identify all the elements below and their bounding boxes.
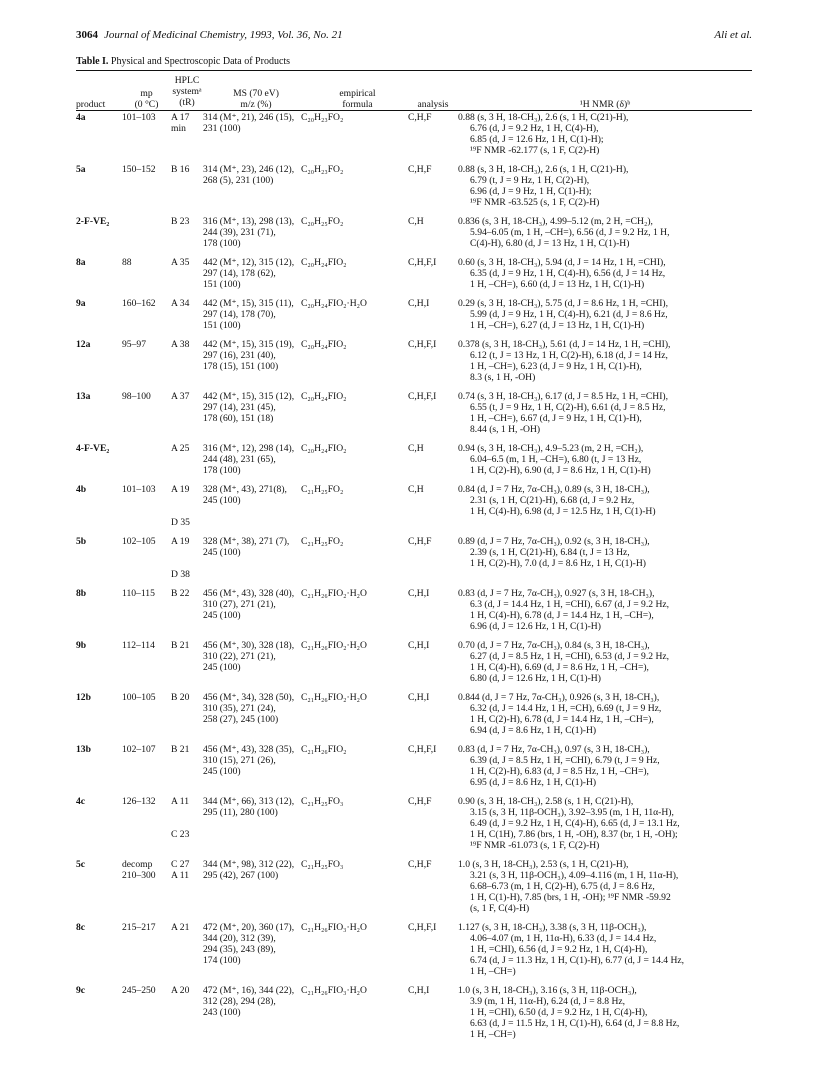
mp-cell bbox=[122, 744, 171, 796]
ms-cell-text: 314 (M⁺, 21), 246 (15), 231 (100) bbox=[203, 112, 295, 134]
analysis-cell-text: C,H,I bbox=[408, 985, 430, 996]
product-cell-text: 9a bbox=[76, 298, 86, 309]
hplc-secondary: C 23 bbox=[171, 829, 190, 840]
analysis-cell bbox=[408, 922, 458, 985]
nmr-cell-text: 0.94 (s, 3 H, 18-CH₃), 4.9–5.23 (m, 2 H, =CH₂), 6.04–6.5 (m, 1 H, –CH=), 6.80 (t, J = 13 Hz, 1 H, C(2)-H), 6.90 (d, J = 8.6 Hz, 1 H, C(1)-H) bbox=[458, 443, 651, 476]
table-row bbox=[76, 859, 752, 922]
nmr-cell bbox=[458, 985, 752, 1048]
ms-cell-text: 442 (M⁺, 15), 315 (11), 297 (14), 178 (70), 151 (100) bbox=[203, 298, 294, 331]
ms-cell bbox=[203, 443, 301, 484]
nmr-cell-text: 0.84 (d, J = 7 Hz, 7α-CH₃), 0.89 (s, 3 H, 18-CH₃), 2.31 (s, 1 H, C(21)-H), 6.68 (d, J = 9.2 Hz, 1 H, C(4)-H), 6.98 (d, J = 12.5 Hz, 1 H, C(1)-H) bbox=[458, 484, 656, 517]
formula-cell-text: C₂₁H₂₆FIO₂·H₂O bbox=[301, 640, 367, 651]
hplc-cell-text: B 21 bbox=[171, 744, 190, 755]
col-header-analysis: analysis bbox=[417, 99, 449, 110]
hplc-cell-text: A 25 bbox=[171, 443, 190, 454]
journal-citation: Journal of Medicinal Chemistry, 1993, Vol. 36, No. 21 bbox=[104, 29, 343, 41]
analysis-cell-text: C,H,F,I bbox=[408, 922, 437, 933]
product-cell-text: 13a bbox=[76, 391, 91, 402]
nmr-cell bbox=[458, 391, 752, 443]
nmr-cell-text: 0.89 (d, J = 7 Hz, 7α-CH₃), 0.92 (s, 3 H, 18-CH₃), 2.39 (s, 1 H, C(21)-H), 6.84 (t, J = 13 Hz, 1 H, C(2)-H), 7.0 (d, J = 8.6 Hz, 1 H, C(1)-H) bbox=[458, 536, 650, 569]
mp-cell-text: 100–105 bbox=[122, 692, 156, 703]
nmr-cell bbox=[458, 744, 752, 796]
hplc-cell bbox=[171, 257, 203, 298]
product-cell-text: 8b bbox=[76, 588, 87, 599]
mp-cell bbox=[122, 922, 171, 985]
hplc-cell bbox=[171, 484, 203, 536]
hplc-cell bbox=[171, 443, 203, 484]
mp-cell-text: 210–300 bbox=[122, 870, 156, 881]
mp-cell bbox=[122, 443, 171, 484]
analysis-cell-text: C,H,F bbox=[408, 112, 432, 123]
ms-cell-text: 316 (M⁺, 13), 298 (13), 244 (39), 231 (71), 178 (100) bbox=[203, 216, 295, 249]
nmr-cell bbox=[458, 216, 752, 257]
product-cell bbox=[76, 985, 122, 1048]
mp-cell bbox=[122, 339, 171, 391]
col-header-nmr: ¹H NMR (δ)ᵇ bbox=[579, 99, 631, 110]
analysis-cell-text: C,H bbox=[408, 484, 424, 495]
mp-cell bbox=[122, 216, 171, 257]
ms-cell-text: 472 (M⁺, 20), 360 (17), 344 (20), 312 (39), 294 (35), 243 (89), 174 (100) bbox=[203, 922, 295, 966]
ms-cell bbox=[203, 640, 301, 692]
product-cell bbox=[76, 298, 122, 339]
mp-cell-text: 101–103 bbox=[122, 112, 156, 123]
ms-cell bbox=[203, 796, 301, 859]
formula-cell bbox=[301, 339, 408, 391]
ms-cell bbox=[203, 692, 301, 744]
analysis-cell bbox=[408, 859, 458, 922]
hplc-spacer bbox=[171, 807, 203, 829]
formula-cell bbox=[301, 859, 408, 922]
mp-cell-text: 88 bbox=[122, 257, 132, 268]
ms-cell bbox=[203, 216, 301, 257]
product-cell bbox=[76, 744, 122, 796]
hplc-cell bbox=[171, 339, 203, 391]
formula-cell bbox=[301, 484, 408, 536]
formula-cell bbox=[301, 640, 408, 692]
table-title: Physical and Spectroscopic Data of Products bbox=[110, 56, 291, 67]
formula-cell-text: C₂₁H₂₆FIO₃·H₂O bbox=[301, 922, 367, 933]
hplc-secondary: C 27 bbox=[171, 859, 190, 870]
analysis-cell bbox=[408, 339, 458, 391]
product-cell bbox=[76, 536, 122, 588]
hplc-cell bbox=[171, 588, 203, 640]
analysis-cell bbox=[408, 298, 458, 339]
analysis-cell-text: C,H,F,I bbox=[408, 391, 437, 402]
table-row bbox=[76, 257, 752, 298]
nmr-cell bbox=[458, 859, 752, 922]
product-cell-text: 4b bbox=[76, 484, 87, 495]
product-cell bbox=[76, 112, 122, 164]
nmr-cell-text: 1.0 (s, 3 H, 18-CH₃), 3.16 (s, 3 H, 11β-OCH₃), 3.9 (m, 1 H, 11α-H), 6.24 (d, J = 8.8 Hz, 1 H, =CHI), 6.50 (d, J = 9.2 Hz, 1 H, C(4)-H), 6.63 (d, J = 11.5 Hz, 1 H, C(1)-H), 6.64 (d, J = 8.8 Hz, 1 H, –CH=) bbox=[458, 985, 680, 1040]
formula-cell-text: C₂₀H₂₄FIO₂ bbox=[301, 339, 347, 350]
hplc-cell-text: A 21 bbox=[171, 922, 190, 933]
table-caption bbox=[76, 56, 290, 67]
hplc-spacer bbox=[171, 547, 203, 569]
formula-cell bbox=[301, 588, 408, 640]
product-cell bbox=[76, 216, 122, 257]
analysis-cell bbox=[408, 391, 458, 443]
hplc-cell-text: B 23 bbox=[171, 216, 190, 227]
analysis-cell-text: C,H,I bbox=[408, 588, 430, 599]
product-cell-text: 5c bbox=[76, 859, 86, 870]
formula-cell bbox=[301, 164, 408, 216]
ms-cell bbox=[203, 339, 301, 391]
formula-cell bbox=[301, 216, 408, 257]
ms-cell bbox=[203, 298, 301, 339]
mp-cell bbox=[122, 112, 171, 164]
ms-cell-text: 442 (M⁺, 15), 315 (12), 297 (14), 231 (45), 178 (60), 151 (18) bbox=[203, 391, 295, 424]
mp-cell-text: 98–100 bbox=[122, 391, 151, 402]
formula-cell bbox=[301, 443, 408, 484]
mp-cell bbox=[122, 796, 171, 859]
product-cell bbox=[76, 257, 122, 298]
hplc-cell bbox=[171, 536, 203, 588]
analysis-cell bbox=[408, 640, 458, 692]
ms-cell bbox=[203, 922, 301, 985]
formula-cell bbox=[301, 744, 408, 796]
formula-cell-text: C₂₁H₂₅FO₂ bbox=[301, 536, 344, 547]
analysis-cell bbox=[408, 484, 458, 536]
product-cell-text: 8a bbox=[76, 257, 86, 268]
hplc-cell-text: A 37 bbox=[171, 391, 190, 402]
running-header bbox=[76, 29, 343, 41]
formula-cell-text: C₂₀H₂₄FIO₂ bbox=[301, 443, 347, 454]
analysis-cell-text: C,H,F,I bbox=[408, 339, 437, 350]
hplc-cell-text: B 22 bbox=[171, 588, 190, 599]
formula-cell-text: C₂₀H₂₅FO₂ bbox=[301, 216, 344, 227]
nmr-cell bbox=[458, 484, 752, 536]
mp-cell bbox=[122, 298, 171, 339]
hplc-cell bbox=[171, 640, 203, 692]
formula-cell-text: C₂₁H₂₅FO₂ bbox=[301, 484, 344, 495]
formula-cell-text: C₂₁H₂₆FIO₂ bbox=[301, 744, 347, 755]
hplc-cell bbox=[171, 796, 203, 859]
formula-cell-text: C₂₀H₂₄FIO₂·H₂O bbox=[301, 298, 367, 309]
analysis-cell bbox=[408, 112, 458, 164]
hplc-cell-text: A 11 bbox=[171, 796, 190, 807]
formula-cell-text: C₂₀H₂₄FIO₂ bbox=[301, 257, 347, 268]
table-row bbox=[76, 216, 752, 257]
product-cell bbox=[76, 391, 122, 443]
ms-cell-text: 456 (M⁺, 43), 328 (35), 310 (15), 271 (26), 245 (100) bbox=[203, 744, 295, 777]
product-cell bbox=[76, 484, 122, 536]
nmr-cell bbox=[458, 692, 752, 744]
ms-cell bbox=[203, 391, 301, 443]
nmr-cell-text: 0.29 (s, 3 H, 18-CH₃), 5.75 (d, J = 8.6 Hz, 1 H, =CHI), 5.99 (d, J = 9 Hz, 1 H, C(4)-H), 6.21 (d, J = 8.6 Hz, 1 H, –CH=), 6.27 (d, J = 13 Hz, 1 H, C(1)-H) bbox=[458, 298, 669, 331]
nmr-cell-text: 1.0 (s, 3 H, 18-CH₃), 2.53 (s, 1 H, C(21)-H), 3.21 (s, 3 H, 11β-OCH₃), 4.09–4.116 (m, 1 H, 11α-H), 6.68–6.73 (m, 1 H, C(2)-H), 6.75 (d, J = 8.6 Hz, 1 H, C(1)-H), 7.85 (brs, 1 H, -OH); ¹⁹F NMR -59.92 (s, 1 F, C(4)-H) bbox=[458, 859, 679, 914]
mp-cell-text: 112–114 bbox=[122, 640, 155, 651]
mp-cell bbox=[122, 640, 171, 692]
nmr-cell-text: 0.836 (s, 3 H, 18-CH₃), 4.99–5.12 (m, 2 H, =CH₂), 5.94–6.05 (m, 1 H, –CH=), 6.56 (d, J = 9.2 Hz, 1 H, C(4)-H), 6.80 (d, J = 13 Hz, 1 H, C(1)-H) bbox=[458, 216, 670, 249]
product-cell bbox=[76, 796, 122, 859]
analysis-cell-text: C,H bbox=[408, 216, 424, 227]
table-row bbox=[76, 744, 752, 796]
formula-cell-text: C₂₁H₂₅FO₃ bbox=[301, 796, 344, 807]
analysis-cell-text: C,H,I bbox=[408, 692, 430, 703]
analysis-cell-text: C,H,I bbox=[408, 640, 430, 651]
table-row bbox=[76, 339, 752, 391]
analysis-cell-text: C,H bbox=[408, 443, 424, 454]
analysis-cell bbox=[408, 443, 458, 484]
table-row bbox=[76, 536, 752, 588]
analysis-cell bbox=[408, 216, 458, 257]
hplc-cell bbox=[171, 112, 203, 164]
product-cell-text: 4c bbox=[76, 796, 86, 807]
mp-cell bbox=[122, 588, 171, 640]
nmr-cell bbox=[458, 588, 752, 640]
nmr-cell-text: 0.74 (s, 3 H, 18-CH₃), 6.17 (d, J = 8.5 Hz, 1 H, =CHI), 6.55 (t, J = 9 Hz, 1 H, C(2)-H), 6.61 (d, J = 8.5 Hz, 1 H, –CH=), 6.67 (d, J = 9 Hz, 1 H, C(1)-H), 8.44 (s, 1 H, -OH) bbox=[458, 391, 669, 435]
hplc-cell bbox=[171, 692, 203, 744]
nmr-cell-text: 0.378 (s, 3 H, 18-CH₃), 5.61 (d, J = 14 Hz, 1 H, =CHI), 6.12 (t, J = 13 Hz, 1 H, C(2)-H), 6.18 (d, J = 14 Hz, 1 H, –CH=), 6.23 (d, J = 9 Hz, 1 H, C(1)-H), 8.3 (s, 1 H, -OH) bbox=[458, 339, 671, 383]
analysis-cell bbox=[408, 985, 458, 1048]
analysis-cell bbox=[408, 257, 458, 298]
hplc-cell bbox=[171, 216, 203, 257]
product-cell-text: 8c bbox=[76, 922, 86, 933]
formula-cell-text: C₂₁H₂₆FIO₃·H₂O bbox=[301, 985, 367, 996]
mp-cell bbox=[122, 692, 171, 744]
formula-cell bbox=[301, 985, 408, 1048]
ms-cell-text: 456 (M⁺, 34), 328 (50), 310 (35), 271 (24), 258 (27), 245 (100) bbox=[203, 692, 295, 725]
hplc-cell-text: A 34 bbox=[171, 298, 190, 309]
formula-cell bbox=[301, 298, 408, 339]
mp-cell-text: 95–97 bbox=[122, 339, 146, 350]
nmr-cell bbox=[458, 298, 752, 339]
mp-cell-text: 150–152 bbox=[122, 164, 156, 175]
formula-cell bbox=[301, 796, 408, 859]
ms-cell bbox=[203, 588, 301, 640]
table-row bbox=[76, 298, 752, 339]
analysis-cell bbox=[408, 744, 458, 796]
analysis-cell-text: C,H,I bbox=[408, 298, 430, 309]
analysis-cell bbox=[408, 692, 458, 744]
hplc-cell-text: B 16 bbox=[171, 164, 190, 175]
analysis-cell bbox=[408, 164, 458, 216]
analysis-cell bbox=[408, 796, 458, 859]
hplc-cell bbox=[171, 391, 203, 443]
analysis-cell-text: C,H,F,I bbox=[408, 257, 437, 268]
mp-cell-text: 102–105 bbox=[122, 536, 156, 547]
formula-cell bbox=[301, 536, 408, 588]
nmr-cell-text: 0.844 (d, J = 7 Hz, 7α-CH₃), 0.926 (s, 3 H, 18-CH₃), 6.32 (d, J = 14.4 Hz, 1 H, =CH), 6.69 (t, J = 9 Hz, 1 H, C(2)-H), 6.78 (d, J = 14.4 Hz, 1 H, –CH=), 6.94 (d, J = 8.6 Hz, 1 H, C(1)-H) bbox=[458, 692, 662, 736]
table-row bbox=[76, 692, 752, 744]
ms-cell bbox=[203, 164, 301, 216]
formula-cell-text: C₂₀H₂₄FIO₂ bbox=[301, 391, 347, 402]
ms-cell-text: 314 (M⁺, 23), 246 (12), 268 (5), 231 (100) bbox=[203, 164, 295, 186]
nmr-cell bbox=[458, 640, 752, 692]
ms-cell bbox=[203, 257, 301, 298]
mp-cell-text: 110–115 bbox=[122, 588, 155, 599]
hplc-cell-text: B 20 bbox=[171, 692, 190, 703]
product-cell-text: 13b bbox=[76, 744, 91, 755]
formula-cell-text: C₂₀H₂₃FO₂ bbox=[301, 112, 344, 123]
nmr-cell bbox=[458, 922, 752, 985]
mp-cell bbox=[122, 164, 171, 216]
hplc-cell-text: B 21 bbox=[171, 640, 190, 651]
mp-cell-text: 160–162 bbox=[122, 298, 156, 309]
col-header-product: product bbox=[76, 99, 106, 110]
hplc-secondary: D 38 bbox=[171, 569, 190, 580]
ms-cell-text: 442 (M⁺, 12), 315 (12), 297 (14), 178 (62), 151 (100) bbox=[203, 257, 295, 290]
nmr-cell-text: 0.70 (d, J = 7 Hz, 7α-CH₃), 0.84 (s, 3 H, 18-CH₃), 6.27 (d, J = 8.5 Hz, 1 H, =CHI), 6.53 (d, J = 9.2 Hz, 1 H, C(4)-H), 6.69 (d, J = 8.6 Hz, 1 H, –CH=), 6.80 (d, J = 12.6 Hz, 1 H, C(1)-H) bbox=[458, 640, 670, 684]
table-row bbox=[76, 112, 752, 164]
nmr-cell-text: 1.127 (s, 3 H, 18-CH₃), 3.38 (s, 3 H, 11β-OCH₃), 4.06–4.07 (m, 1 H, 11α-H), 6.33 (d, J = 14.4 Hz, 1 H, =CHI), 6.56 (d, J = 9.2 Hz, 1 H, C(4)-H), 6.74 (d, J = 11.3 Hz, 1 H, C(1)-H), 6.77 (d, J = 14.4 Hz, 1 H, –CH=) bbox=[458, 922, 685, 977]
formula-cell bbox=[301, 922, 408, 985]
hplc-cell bbox=[171, 985, 203, 1048]
col-header-mp: mp (0 °C) bbox=[134, 88, 159, 110]
hplc-cell bbox=[171, 298, 203, 339]
ms-cell-text: 316 (M⁺, 12), 298 (14), 244 (48), 231 (65), 178 (100) bbox=[203, 443, 295, 476]
product-cell-text: 4a bbox=[76, 112, 86, 123]
col-header-ms: MS (70 eV) m/z (%) bbox=[233, 88, 279, 110]
nmr-cell-text: 0.88 (s, 3 H, 18-CH₃), 2.6 (s, 1 H, C(21)-H), 6.79 (t, J = 9 Hz, 1 H, C(2)-H), 6.96 (d, J = 9 Hz, 1 H, C(1)-H); ¹⁹F NMR -63.525 (s, 1 F, C(2)-H) bbox=[458, 164, 629, 208]
product-cell-text: 5a bbox=[76, 164, 86, 175]
product-cell-text: 9c bbox=[76, 985, 86, 996]
nmr-cell bbox=[458, 443, 752, 484]
mp-cell-text: 215–217 bbox=[122, 922, 156, 933]
table-row bbox=[76, 391, 752, 443]
hplc-cell bbox=[171, 922, 203, 985]
hplc-cell-text: A 38 bbox=[171, 339, 190, 350]
product-cell bbox=[76, 588, 122, 640]
analysis-cell-text: C,H,F bbox=[408, 859, 432, 870]
product-cell bbox=[76, 640, 122, 692]
mp-cell bbox=[122, 859, 171, 922]
ms-cell bbox=[203, 985, 301, 1048]
table-row bbox=[76, 985, 752, 1048]
product-cell-text: 2-F-VE₂ bbox=[76, 216, 110, 227]
ms-cell bbox=[203, 744, 301, 796]
mp-cell bbox=[122, 391, 171, 443]
nmr-cell-text: 0.60 (s, 3 H, 18-CH₃), 5.94 (d, J = 14 Hz, 1 H, =CHI), 6.35 (d, J = 9 Hz, 1 H, C(4)-H), 6.56 (d, J = 14 Hz, 1 H, –CH=), 6.60 (d, J = 13 Hz, 1 H, C(1)-H) bbox=[458, 257, 666, 290]
hplc-cell bbox=[171, 859, 203, 922]
page-number: 3064 bbox=[76, 29, 98, 41]
mp-cell-text: 126–132 bbox=[122, 796, 156, 807]
product-cell bbox=[76, 922, 122, 985]
product-cell bbox=[76, 859, 122, 922]
author-header: Ali et al. bbox=[714, 29, 752, 41]
hplc-cell-text: A 19 bbox=[171, 484, 190, 495]
table-row bbox=[76, 164, 752, 216]
product-cell-text: 12a bbox=[76, 339, 91, 350]
formula-cell-text: C₂₀H₂₃FO₂ bbox=[301, 164, 344, 175]
product-cell-text: 4-F-VE₂ bbox=[76, 443, 110, 454]
formula-cell bbox=[301, 692, 408, 744]
mp-cell-text: 101–103 bbox=[122, 484, 156, 495]
ms-cell-text: 344 (M⁺, 66), 313 (12), 295 (11), 280 (100) bbox=[203, 796, 295, 818]
table-header-rule bbox=[76, 110, 752, 111]
col-header-formula: empirical formula bbox=[339, 88, 376, 110]
mp-cell-text: 245–250 bbox=[122, 985, 156, 996]
product-cell bbox=[76, 339, 122, 391]
product-cell-text: 12b bbox=[76, 692, 91, 703]
analysis-cell-text: C,H,F bbox=[408, 796, 432, 807]
analysis-cell bbox=[408, 588, 458, 640]
nmr-cell bbox=[458, 536, 752, 588]
ms-cell-text: 328 (M⁺, 43), 271(8), 245 (100) bbox=[203, 484, 287, 506]
ms-cell bbox=[203, 112, 301, 164]
table-row bbox=[76, 443, 752, 484]
nmr-cell-text: 0.88 (s, 3 H, 18-CH₃), 2.6 (s, 1 H, C(21)-H), 6.76 (d, J = 9.2 Hz, 1 H, C(4)-H), 6.85 (d, J = 12.6 Hz, 1 H, C(1)-H); ¹⁹F NMR -62.177 (s, 1 F, C(2)-H) bbox=[458, 112, 629, 156]
analysis-cell-text: C,H,F bbox=[408, 536, 432, 547]
formula-cell-text: C₂₁H₂₆FIO₂·H₂O bbox=[301, 588, 367, 599]
nmr-cell-text: 0.90 (s, 3 H, 18-CH₃), 2.58 (s, 1 H, C(21)-H), 3.15 (s, 3 H, 11β-OCH₃), 3.92–3.95 (m, 1 H, 11α-H), 6.49 (d, J = 9.2 Hz, 1 H, C(4)-H), 6.65 (d, J = 13.1 Hz, 1 H, C(1H), 7.86 (brs, 1 H, -OH), 8.37 (br, 1 H, -OH); ¹⁹F NMR -61.073 (s, 1 F, C(2)-H) bbox=[458, 796, 680, 851]
product-cell bbox=[76, 692, 122, 744]
formula-cell bbox=[301, 257, 408, 298]
ms-cell-text: 472 (M⁺, 16), 344 (22), 312 (28), 294 (28), 243 (100) bbox=[203, 985, 295, 1018]
hplc-cell-text: A 35 bbox=[171, 257, 190, 268]
table-row bbox=[76, 484, 752, 536]
hplc-secondary: D 35 bbox=[171, 517, 190, 528]
table-row bbox=[76, 796, 752, 859]
product-cell bbox=[76, 443, 122, 484]
product-data-table bbox=[76, 112, 752, 1048]
nmr-cell bbox=[458, 112, 752, 164]
ms-cell-text: 344 (M⁺, 98), 312 (22), 295 (42), 267 (100) bbox=[203, 859, 295, 881]
mp-cell bbox=[122, 985, 171, 1048]
table-row bbox=[76, 922, 752, 985]
formula-cell-text: C₂₁H₂₆FIO₂·H₂O bbox=[301, 692, 367, 703]
mp-cell bbox=[122, 484, 171, 536]
ms-cell bbox=[203, 536, 301, 588]
hplc-cell-text: A 17 min bbox=[171, 112, 190, 134]
nmr-cell-text: 0.83 (d, J = 7 Hz, 7α-CH₃), 0.97 (s, 3 H, 18-CH₃), 6.39 (d, J = 8.5 Hz, 1 H, =CHI), 6.79 (t, J = 9 Hz, 1 H, C(2)-H), 6.83 (d, J = 8.5 Hz, 1 H, –CH=), 6.95 (d, J = 8.6 Hz, 1 H, C(1)-H) bbox=[458, 744, 660, 788]
formula-cell bbox=[301, 112, 408, 164]
ms-cell-text: 456 (M⁺, 30), 328 (18), 310 (22), 271 (21), 245 (100) bbox=[203, 640, 295, 673]
analysis-cell-text: C,H,F bbox=[408, 164, 432, 175]
product-cell-text: 9b bbox=[76, 640, 87, 651]
ms-cell bbox=[203, 484, 301, 536]
hplc-cell bbox=[171, 744, 203, 796]
nmr-cell-text: 0.83 (d, J = 7 Hz, 7α-CH₃), 0.927 (s, 3 H, 18-CH₃), 6.3 (d, J = 14.4 Hz, 1 H, =CHI), 6.67 (d, J = 9.2 Hz, 1 H, C(4)-H), 6.78 (d, J = 14.4 Hz, 1 H, –CH=), 6.96 (d, J = 12.6 Hz, 1 H, C(1)-H) bbox=[458, 588, 670, 632]
mp-cell bbox=[122, 536, 171, 588]
mp-note: decomp bbox=[122, 859, 153, 870]
col-header-hplc: HPLC systemᵃ (tR) bbox=[172, 75, 202, 108]
table-top-rule bbox=[76, 70, 752, 71]
ms-cell-text: 442 (M⁺, 15), 315 (19), 297 (16), 231 (40), 178 (15), 151 (100) bbox=[203, 339, 295, 372]
nmr-cell bbox=[458, 339, 752, 391]
product-cell-text: 5b bbox=[76, 536, 87, 547]
analysis-cell-text: C,H,F,I bbox=[408, 744, 437, 755]
table-row bbox=[76, 640, 752, 692]
hplc-cell-text: A 20 bbox=[171, 985, 190, 996]
formula-cell bbox=[301, 391, 408, 443]
ms-cell-text: 456 (M⁺, 43), 328 (40), 310 (27), 271 (21), 245 (100) bbox=[203, 588, 295, 621]
ms-cell-text: 328 (M⁺, 38), 271 (7), 245 (100) bbox=[203, 536, 290, 558]
nmr-cell bbox=[458, 796, 752, 859]
table-row bbox=[76, 588, 752, 640]
hplc-spacer bbox=[171, 495, 203, 517]
hplc-cell-text: A 19 bbox=[171, 536, 190, 547]
hplc-cell bbox=[171, 164, 203, 216]
mp-cell-text: 102–107 bbox=[122, 744, 156, 755]
mp-cell bbox=[122, 257, 171, 298]
formula-cell-text: C₂₁H₂₅FO₃ bbox=[301, 859, 344, 870]
hplc-cell-text: A 11 bbox=[171, 870, 190, 881]
nmr-cell bbox=[458, 257, 752, 298]
ms-cell bbox=[203, 859, 301, 922]
table-label: Table I. bbox=[76, 56, 109, 67]
analysis-cell bbox=[408, 536, 458, 588]
nmr-cell bbox=[458, 164, 752, 216]
product-cell bbox=[76, 164, 122, 216]
